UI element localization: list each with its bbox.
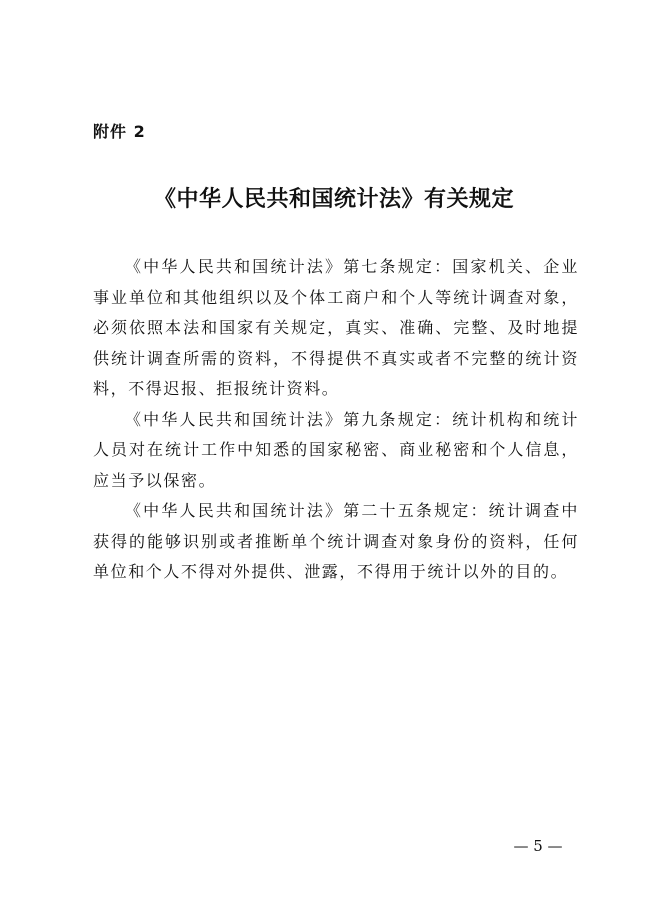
paragraph-article-7: 《中华人民共和国统计法》第七条规定：国家机关、企业事业单位和其他组织以及个体工商户和个人等统计调查对象，必须依照本法和国家有关规定，真实、准确、完整、及时地提供统计调查所需的资料，不得提供不真实或者不完整的统计资料，不得迟报、拒报统计资料。 (93, 257, 579, 398)
paragraph-article-25: 《中华人民共和国统计法》第二十五条规定：统计调查中获得的能够识别或者推断单个统计调查对象身份的资料，任何单位和个人不得对外提供、泄露，不得用于统计以外的目的。 (93, 501, 579, 581)
attachment-label: 附件 2 (93, 122, 146, 141)
paragraph-article-9: 《中华人民共和国统计法》第九条规定：统计机构和统计人员对在统计工作中知悉的国家秘密、商业秘密和个人信息，应当予以保密。 (93, 409, 579, 490)
document-title: 《中华人民共和国统计法》有关规定 (153, 187, 514, 212)
document-body (93, 252, 579, 588)
page-number: — 5 — (513, 837, 563, 855)
